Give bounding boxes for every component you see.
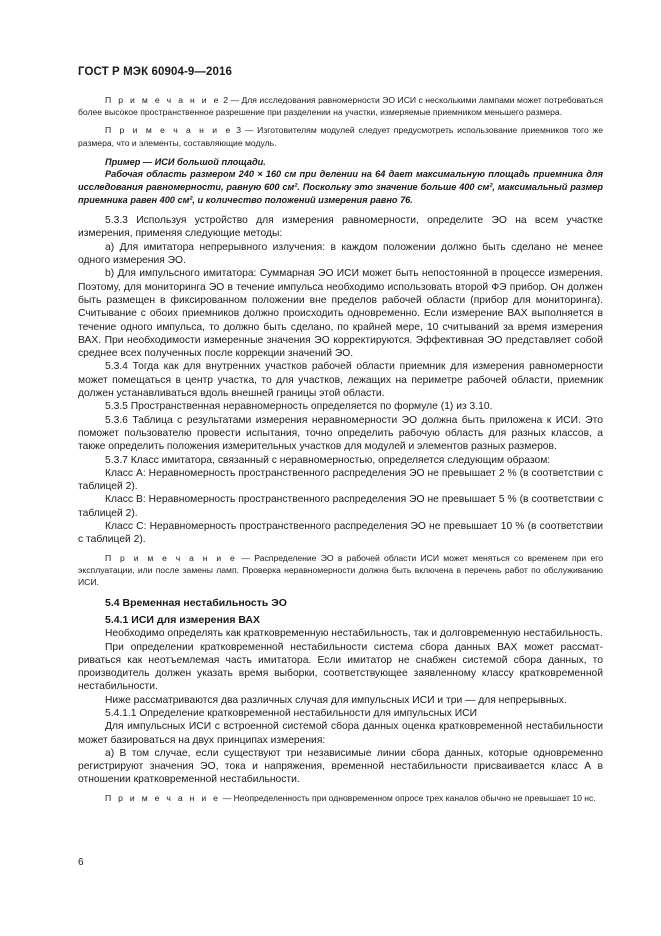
para-5-4-1-b: При определении кратковременной нестабильности система сбора данных ВАХ может рассматриваться как неотъемлемая часть имитатора. Если имитатор не снабжен системой сбора данных, то производитель должен указать время выборки, соответствующее заявленному классу кратковременной нестабильности. [78,641,603,693]
standard-header: ГОСТ Р МЭК 60904-9—2016 [78,66,232,78]
clause-5-3-3: 5.3.3 Используя устройство для измерения равномерности, определите ЭО на всем участке измерения, применяя следующие методы: [78,215,603,240]
para-5-4-1-c: Ниже рассматриваются два различных случая для импульсных ИСИ и три — для непрерывных. [105,694,567,706]
note-number: 3 [236,125,242,136]
page-body [78,94,603,804]
para-5-4-1-a: Необходимо определять как кратковременную нестабильность, так и долговременную нестабильность. [105,628,603,640]
example-body: Рабочая область размером 240 × 160 см при делении на 64 дает максимальную площадь приемника для исследования равномерности, равную 600 см². Поскольку это значение больше 400 см², максимальный размер приемника равен 400 см², и количество положений измерения равно 76. [78,169,603,205]
clause-5-3-5: 5.3.5 Пространственная неравномерность определяется по формуле (1) из 3.10. [105,401,493,413]
class-a: Класс A: Неравномерность пространственного распределения ЭО не превышает 2 % (в соответствии с таблицей 2). [78,467,603,493]
section-5-4-1-heading: 5.4.1 ИСИ для измерения ВАХ [105,614,261,627]
clause-5-3-3-b: b) Для импульсного имитатора: Суммарная ЭО ИСИ может быть непостоянной в процессе измерения. Поэтому, для мониторинга ЭО в течение импульса необходимо использовать второй ФЭ прибор. Он должен быть размещен в фиксированном положении вне пределов рабочей области (прибор для мониторинга). Считывание с обоих приемников должно происходить одновременно. Если измерение ВАХ выполняется в течение одного импульса, то должно быть сделано, по крайней мере, 10 считываний за время измерения ВАХ. При необходимости измеренные значения ЭО корректируются. Эффективная ЭО представляет собой среднее всех полученных после коррекции значений ЭО. [78,268,603,360]
section-5-4-heading: 5.4 Временная нестабильность ЭО [105,597,287,610]
clause-5-3-4: 5.3.4 Тогда как для внутренних участков рабочей области приемник для измерения равномерности может помещаться в центр участка, то для участков, лежащих на периметре рабочей области, приемник должен устанавливаться вдоль внешней границы этой области. [78,361,603,400]
note-3 [78,124,603,148]
note-number: 2 [223,95,228,105]
note-text: — Изготовителям модулей следует предусмотреть использование приемников того же размера, что и элементы, составляющие модуль. [78,125,604,148]
page-number: 6 [78,857,84,868]
example-title: Пример — ИСИ большой площади. [105,156,266,167]
note-label: П р и м е ч а н и е [105,552,238,563]
clause-5-3-7: 5.3.7 Класс имитатора, связанный с неравномерностью, определяется следующим образом: [105,454,551,466]
note-label: П р и м е ч а н и е [105,792,221,803]
clause-5-3-3-a: a) Для имитатора непрерывного излучения: в каждом положении должно быть сделано не менее одного измерения ЭО. [78,241,603,267]
class-b: Класс B: Неравномерность пространственного распределения ЭО не превышает 5 % (в соответствии с таблицей 2). [78,494,603,519]
note-label: П р и м е ч а н и е [105,125,233,136]
note-text: — Для исследования равномерности ЭО ИСИ с несколькими лампами может потребоваться более высокое пространственное разрешение при разделении на участки, измеряемые приемником меньшего размера. [78,95,604,118]
note-uniformity [78,552,603,589]
para-5-4-1-1-b: a) В том случае, если существуют три независимые линии сбора данных, которые одновременно регистрируют значения ЭО, тока и напряжения, временной нестабильности присваивается класс А в отношении кратковременной нестабильности. [78,747,603,786]
clause-5-3-6: 5.3.6 Таблица с результатами измерения неравномерности ЭО должна быть приложена к ИСИ. Это поможет пользователю провести испытания, точно определить рабочую область для разных классов, а также определить положения измерительных участков для модулей и элементов разных размеров. [78,414,603,453]
note-text: — Распределение ЭО в рабочей области ИСИ может меняться со временем при его эксплуатации, или после замены ламп. Проверка неравномерности должна быть включена в перечень работ по обслуживанию ИСИ. [78,552,604,588]
example-block [78,156,603,206]
note-text: — Неопределенность при одновременном опросе трех каналов обычно не превышает 10 нс. [222,792,596,803]
note-2 [78,94,603,118]
note-uncertainty [78,792,603,804]
note-label: П р и м е ч а н и е [105,95,221,105]
class-c: Класс C: Неравномерность пространственного распределения ЭО не превышает 10 % (в соответствии с таблицей 2). [78,521,603,546]
para-5-4-1-1-a: Для импульсных ИСИ с встроенной системой сбора данных оценка кратковременной нестабильности может базироваться на двух принципах измерения: [78,721,603,746]
clause-5-4-1-1: 5.4.1.1 Определение кратковременной нестабильности для импульсных ИСИ [105,708,477,719]
